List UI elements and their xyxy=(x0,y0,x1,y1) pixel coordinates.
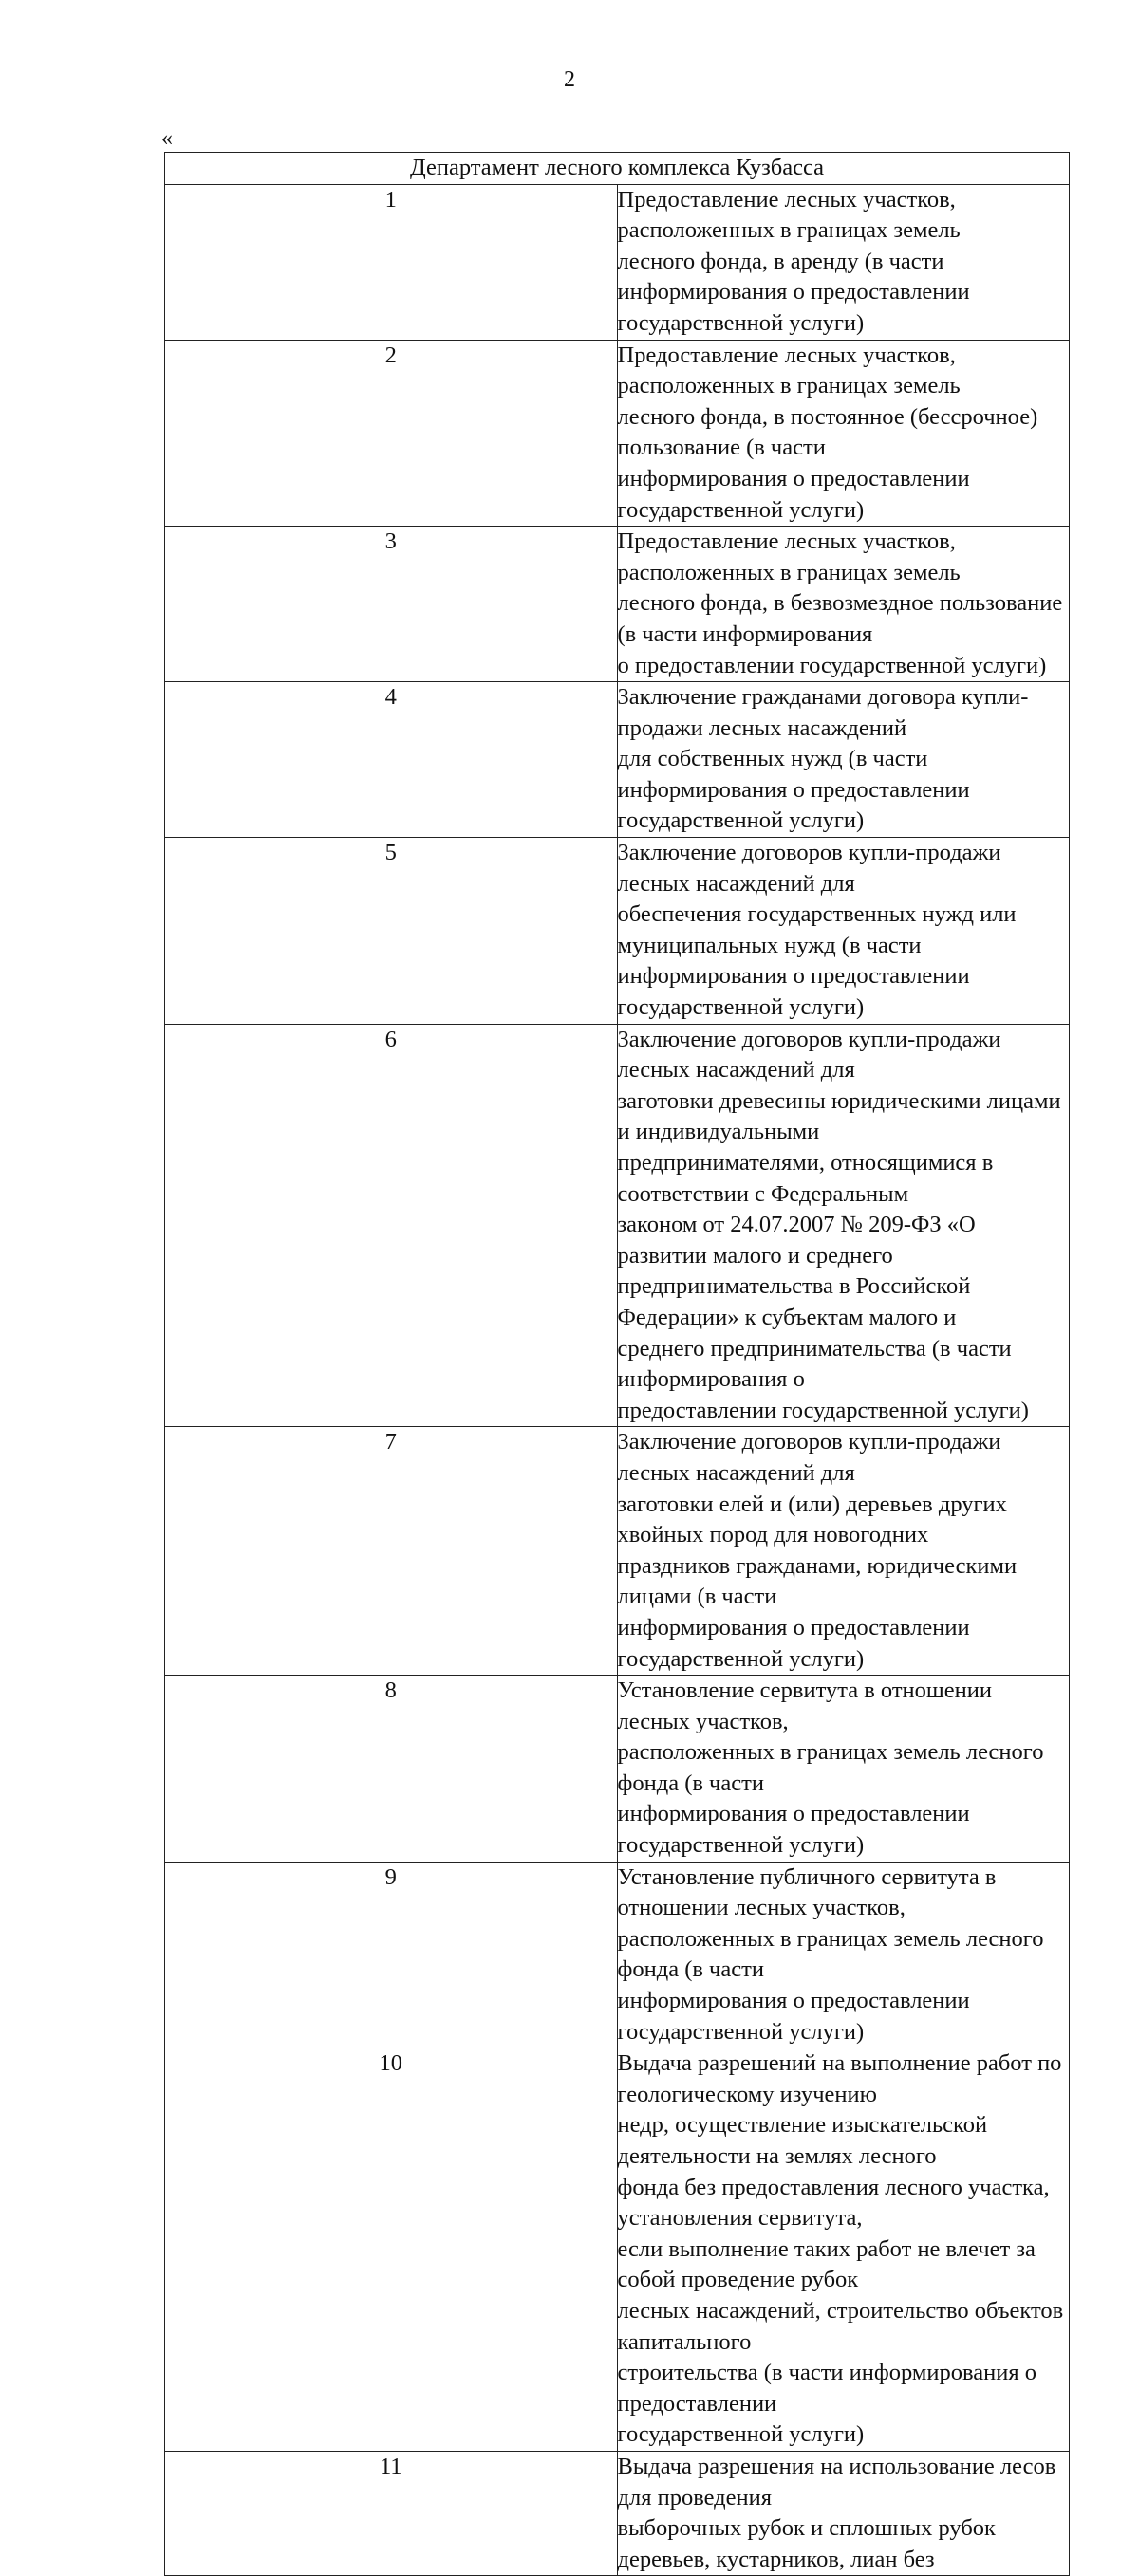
page-number: 2 xyxy=(564,67,575,92)
service-description-line: Выдача разрешения на использование лесов для проведения xyxy=(617,2453,1056,2511)
row-number: 10 xyxy=(165,2048,618,2452)
service-description-line: государственной услуги) xyxy=(617,2421,865,2448)
service-description-line: обеспечения государственных нужд или муниципальных нужд (в части xyxy=(617,901,1017,958)
row-number: 6 xyxy=(165,1024,618,1427)
table-row xyxy=(165,1427,1070,1676)
service-description xyxy=(617,2451,1070,2575)
row-number: 1 xyxy=(165,184,618,340)
service-description-line: Предоставление лесных участков, расположенных в границах земель xyxy=(617,528,961,585)
table-row xyxy=(165,1676,1070,1863)
service-description-line: информирования о предоставлении государственной услуги) xyxy=(617,1988,970,2045)
service-description-line: информирования о предоставлении государственной услуги) xyxy=(617,465,970,523)
service-description-line: заготовки древесины юридическими лицами и индивидуальными xyxy=(617,1087,1061,1145)
table-row xyxy=(165,340,1070,527)
row-number: 3 xyxy=(165,527,618,682)
table-row xyxy=(165,838,1070,1025)
service-description xyxy=(617,1676,1070,1863)
service-description xyxy=(617,1862,1070,2048)
service-description-line: строительства (в части информирования о предоставлении xyxy=(617,2360,1036,2417)
table-row xyxy=(165,1862,1070,2048)
service-description-line: Установление сервитута в отношении лесных участков, xyxy=(617,1677,992,1734)
services-table xyxy=(164,152,1070,2576)
service-description xyxy=(617,838,1070,1025)
opening-quote-mark: « xyxy=(161,126,173,151)
service-description-line: лесного фонда, в аренду (в части информирования о предоставлении xyxy=(617,248,970,306)
table-row xyxy=(165,527,1070,682)
service-description-line: заготовки елей и (или) деревьев других хвойных пород для новогодних xyxy=(617,1491,1007,1548)
service-description-line: информирования о предоставлении государственной услуги) xyxy=(617,1801,970,1859)
service-description xyxy=(617,527,1070,682)
row-number: 11 xyxy=(165,2451,618,2575)
service-description-line: если выполнение таких работ не влечет за собой проведение рубок xyxy=(617,2235,1036,2293)
service-description-line: Заключение договоров купли-продажи лесных насаждений для xyxy=(617,1026,1001,1084)
service-description-line: Установление публичного сервитута в отношении лесных участков, xyxy=(617,1863,997,1921)
department-header-row xyxy=(165,153,1070,185)
service-description-line: предоставлении государственной услуги) xyxy=(617,1397,1029,1423)
row-number: 8 xyxy=(165,1676,618,1863)
service-description xyxy=(617,2048,1070,2452)
service-description-line: среднего предпринимательства (в части информирования о xyxy=(617,1335,1012,1393)
service-description-line: законом от 24.07.2007 № 209-ФЗ «О развитии малого и среднего xyxy=(617,1212,976,1269)
service-description xyxy=(617,340,1070,527)
department-name: Департамент лесного комплекса Кузбасса xyxy=(165,153,1070,185)
service-description-line: государственной услуги) xyxy=(617,309,865,336)
service-description-line: Заключение договоров купли-продажи лесных насаждений для xyxy=(617,1429,1001,1486)
service-description-line: выборочных рубок и сплошных рубок деревьев, кустарников, лиан без xyxy=(617,2515,996,2572)
row-number: 9 xyxy=(165,1862,618,2048)
service-description xyxy=(617,1024,1070,1427)
service-description-line: фонда без предоставления лесного участка, установления сервитута, xyxy=(617,2174,1050,2232)
row-number: 2 xyxy=(165,340,618,527)
service-description-line: Предоставление лесных участков, расположенных в границах земель xyxy=(617,186,961,244)
service-description-line: для собственных нужд (в части информирования о предоставлении xyxy=(617,746,970,803)
row-number: 5 xyxy=(165,838,618,1025)
table-row xyxy=(165,2451,1070,2575)
service-description-line: Предоставление лесных участков, расположенных в границах земель xyxy=(617,342,961,399)
service-description-line: недр, осуществление изыскательской деятельности на землях лесного xyxy=(617,2112,988,2169)
service-description-line: о предоставлении государственной услуги) xyxy=(617,652,1047,678)
services-table-body xyxy=(165,153,1070,2576)
row-number: 7 xyxy=(165,1427,618,1676)
service-description-line: лесных насаждений, строительство объектов капитального xyxy=(617,2297,1064,2355)
service-description-line: праздников гражданами, юридическими лицами (в части xyxy=(617,1552,1018,1610)
service-description-line: Заключение гражданами договора купли-продажи лесных насаждений xyxy=(617,684,1029,741)
service-description-line: информирования о предоставлении государственной услуги) xyxy=(617,963,970,1021)
service-description-line: Выдача разрешений на выполнение работ по геологическому изучению xyxy=(617,2050,1062,2107)
service-description-line: лесного фонда, в постоянное (бессрочное) пользование (в части xyxy=(617,403,1038,461)
service-description-line: лесного фонда, в безвозмездное пользование (в части информирования xyxy=(617,590,1063,647)
table-row xyxy=(165,184,1070,340)
table-row xyxy=(165,1024,1070,1427)
service-description-line: государственной услуги) xyxy=(617,807,865,834)
service-description-line: предпринимательства в Российской Федерации» к субъектам малого и xyxy=(617,1273,971,1330)
table-row xyxy=(165,2048,1070,2452)
service-description-line: информирования о предоставлении государственной услуги) xyxy=(617,1614,970,1672)
service-description-line: расположенных в границах земель лесного фонда (в части xyxy=(617,1925,1044,1983)
service-description-line: Заключение договоров купли-продажи лесных насаждений для xyxy=(617,840,1001,897)
service-description xyxy=(617,184,1070,340)
service-description xyxy=(617,682,1070,838)
row-number: 4 xyxy=(165,682,618,838)
service-description-line: расположенных в границах земель лесного фонда (в части xyxy=(617,1739,1044,1796)
service-description-line: предпринимателями, относящимися в соответствии с Федеральным xyxy=(617,1150,994,1207)
table-row xyxy=(165,682,1070,838)
service-description xyxy=(617,1427,1070,1676)
